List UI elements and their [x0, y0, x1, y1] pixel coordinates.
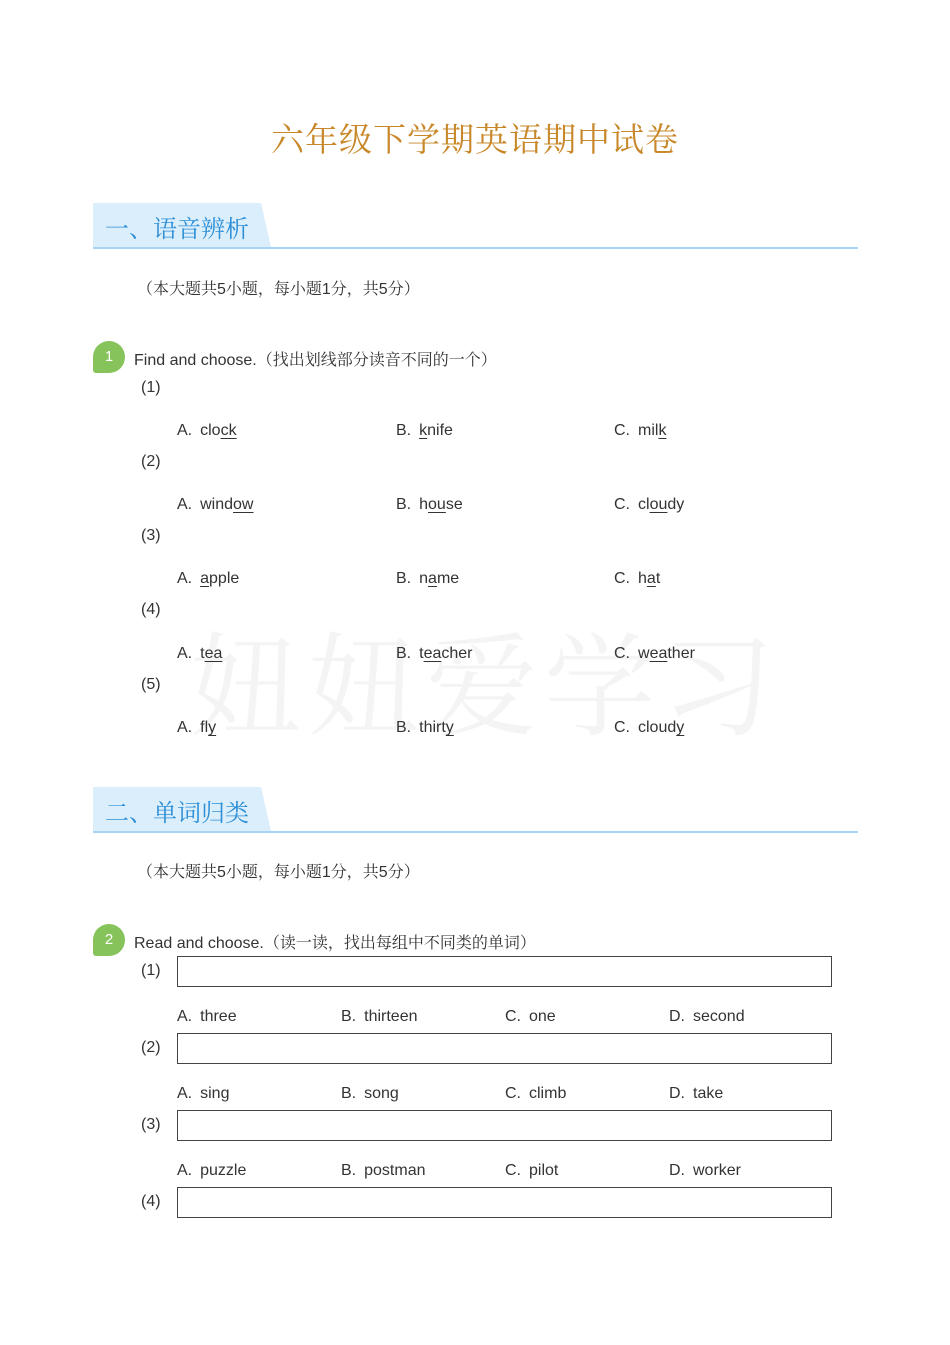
answer-box[interactable] [177, 1187, 832, 1218]
option-5b[interactable]: B. thirty [396, 719, 454, 736]
option-4a[interactable]: A. tea [177, 645, 223, 662]
option-a[interactable]: A. sing [177, 1085, 230, 1102]
option-2c[interactable]: C. cloudy [614, 496, 685, 513]
option-c[interactable]: C. climb [505, 1085, 567, 1102]
answer-box[interactable] [177, 1110, 832, 1141]
option-a[interactable]: A. puzzle [177, 1162, 247, 1179]
option-b[interactable]: B. thirteen [341, 1008, 418, 1025]
sub-question-number: (2) [141, 1039, 161, 1056]
sub-question-number: (2) [141, 453, 161, 470]
watermark [190, 598, 780, 759]
option-d[interactable]: D. second [669, 1008, 745, 1025]
option-4c[interactable]: C. weather [614, 645, 695, 662]
option-d[interactable]: D. worker [669, 1162, 742, 1179]
option-1a[interactable]: A. clock [177, 422, 237, 439]
section-header-phonics [93, 203, 858, 249]
option-a[interactable]: A. three [177, 1008, 237, 1025]
option-c[interactable]: C. one [505, 1008, 556, 1025]
sub-question-number: (5) [141, 676, 161, 693]
option-5a[interactable]: A. fly [177, 719, 217, 736]
question-number-badge: 1 [93, 341, 125, 373]
question-number-badge: 2 [93, 924, 125, 956]
sub-question-number: (1) [141, 962, 161, 979]
section-title: 一、语音辨析 [105, 216, 249, 243]
option-1c[interactable]: C. milk [614, 422, 667, 439]
page-title: 六年级下学期英语期中试卷 [271, 121, 679, 158]
question-instruction: Read and choose.（读一读，找出每组中不同类的单词） [134, 935, 536, 952]
sub-question-number: (3) [141, 1116, 161, 1133]
sub-question-number: (1) [141, 379, 161, 396]
option-4b[interactable]: B. teacher [396, 645, 473, 662]
answer-box[interactable] [177, 1033, 832, 1064]
answer-box[interactable] [177, 956, 832, 987]
option-d[interactable]: D. take [669, 1085, 724, 1102]
sub-question-number: (4) [141, 601, 161, 618]
section-divider [93, 247, 858, 249]
option-1b[interactable]: B. knife [396, 422, 453, 439]
option-3a[interactable]: A. apple [177, 570, 240, 587]
section-note: （本大题共5小题，每小题1分，共5分） [137, 864, 420, 881]
section-title: 二、单词归类 [105, 800, 249, 827]
option-2b[interactable]: B. house [396, 496, 463, 513]
sub-question-number: (3) [141, 527, 161, 544]
option-b[interactable]: B. postman [341, 1162, 426, 1179]
section-divider [93, 831, 858, 833]
option-2a[interactable]: A. window [177, 496, 254, 513]
option-3b[interactable]: B. name [396, 570, 460, 587]
sub-question-number: (4) [141, 1193, 161, 1210]
question-instruction: Find and choose.（找出划线部分读音不同的一个） [134, 352, 497, 369]
option-3c[interactable]: C. hat [614, 570, 661, 587]
option-c[interactable]: C. pilot [505, 1162, 559, 1179]
section-header-classification [93, 787, 858, 833]
option-b[interactable]: B. song [341, 1085, 399, 1102]
section-note: （本大题共5小题，每小题1分，共5分） [137, 281, 420, 298]
option-5c[interactable]: C. cloudy [614, 719, 685, 736]
